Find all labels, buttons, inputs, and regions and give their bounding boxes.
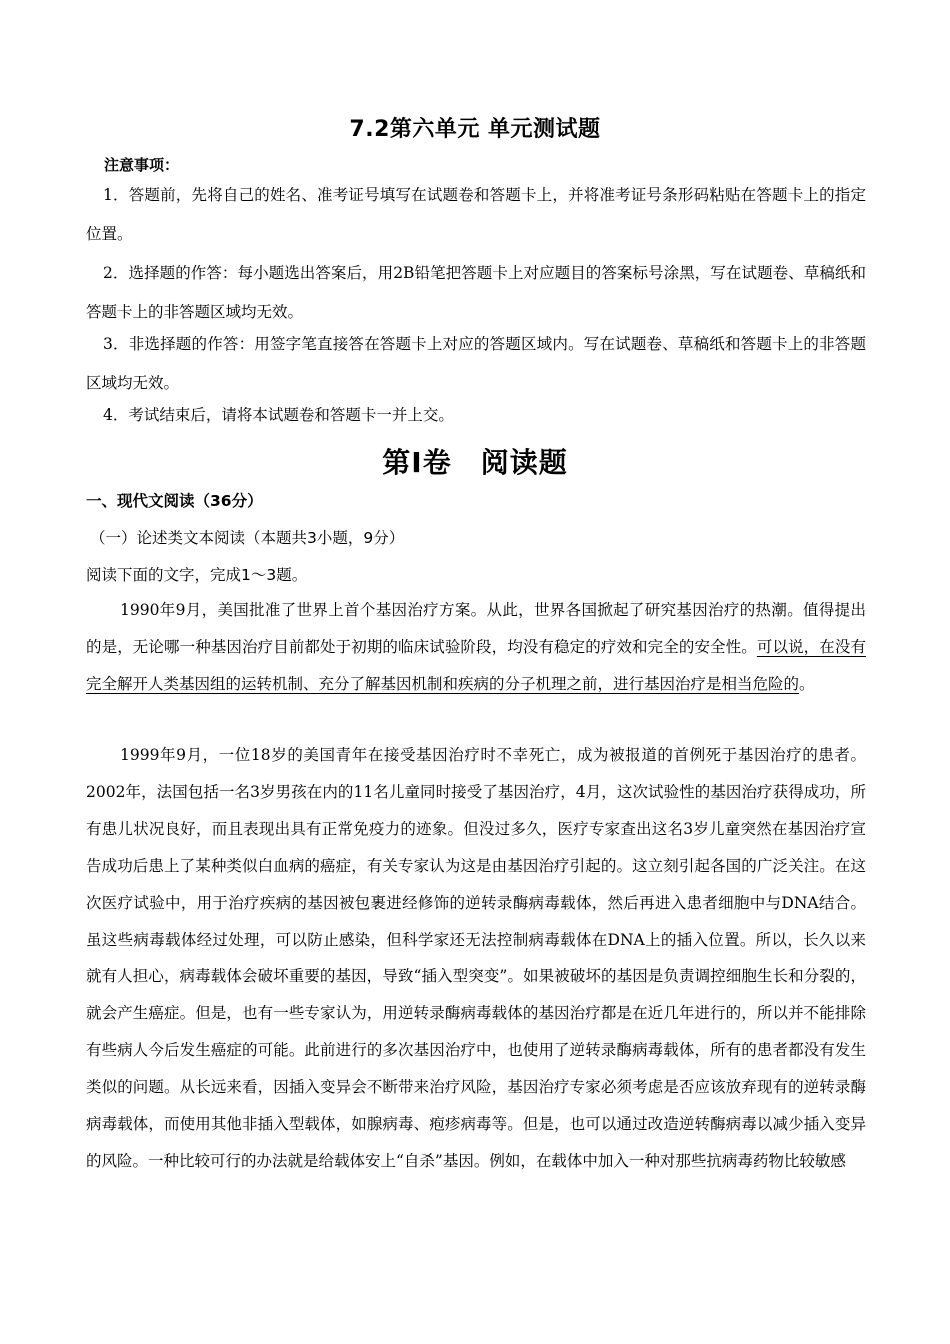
passage-text-end: 。	[799, 674, 815, 693]
part-heading: 一、现代文阅读（36分）	[86, 492, 263, 510]
reading-instruction: 阅读下面的文字，完成1～3题。	[86, 566, 308, 584]
sub-heading: （一）论述类文本阅读（本题共3小题，9分）	[90, 529, 405, 547]
passage-paragraph-2: 1999年9月，一位18岁的美国青年在接受基因治疗时不幸死亡，成为被报道的首例死于基因治疗的患者。2002年，法国包括一名3岁男孩在内的11名儿童同时接受了基因治疗，4月，这次试验性的基因治疗获得成功，所有患儿状况良好，而且表现出具有正常免疫力的迹象。但没过多久，医疗专家查出这名3岁儿童突然在基因治疗宣告成功后患上了某种类似白血病的癌症，有关专家认为这是由基因治疗引起的。这立刻引起各国的广泛关注。在这次医疗试验中，用于治疗疾病的基因被包裹进经修饰的逆转录酶病毒载体，然后再进入患者细胞中与DNA结合。虽这些病毒载体经过处理，可以防止感染，但科学家还无法控制病毒载体在DNA上的插入位置。所以，长久以来就有人担心，病毒载体会破坏重要的基因，导致“插入型突变”。如果被破坏的基因是负责调控细胞生长和分裂的，就会产生癌症。但是，也有一些专家认为，用逆转录酶病毒载体的基因治疗都是在近几年进行的，所以并不能排除有些病人今后发生癌症的可能。此前进行的多次基因治疗中，也使用了逆转录酶病毒载体，所有的患者都没有发生类似的问题。从长远来看，因插入变异会不断带来治疗风险，基因治疗专家必须考虑是否应该放弃现有的逆转录酶病毒载体，而使用其他非插入型载体，如腺病毒、疱疹病毒等。但是，也可以通过改造逆转酶病毒以减少插入变异的风险。一种比较可行的办法就是给载体安上“自杀”基因。例如，在载体中加入一种对那些抗病毒药物比较敏感	[86, 746, 866, 1170]
underlined-sentence: 可以说，在没有完全解开人类基因组的运转机制、充分了解基因机制和疾病的分子机理之前，进行基因治疗是相当危险的	[86, 637, 866, 693]
notice-item-3: 3．非选择题的作答：用签字笔直接答在答题卡上对应的答题区域内。写在试题卷、草稿纸和答题卡上的非答题区域均无效。	[86, 335, 866, 392]
notice-item-4: 4．考试结束后，请将本试题卷和答题卡一并上交。	[103, 406, 454, 424]
passage-paragraph-1	[86, 592, 866, 703]
section-title: 第Ⅰ卷 阅读题	[382, 446, 568, 479]
notice-item-1: 1．答题前，先将自己的姓名、准考证号填写在试题卷和答题卡上，并将准考证号条形码粘贴在答题卡上的指定位置。	[86, 186, 866, 243]
notice-item-2: 2．选择题的作答：每小题选出答案后，用2B铅笔把答题卡上对应题目的答案标号涂黑，写在试题卷、草稿纸和答题卡上的非答题区域均无效。	[86, 264, 866, 321]
notice-heading: 注意事项：	[104, 156, 180, 174]
page-title: 7.2第六单元 单元测试题	[349, 117, 601, 142]
passage-text: 1990年9月，美国批准了世界上首个基因治疗方案。从此，世界各国掀起了研究基因治疗的热潮。值得提出的是，无论哪一种基因治疗目前都处于初期的临床试验阶段，均没有稳定的疗效和完全的安全性。	[86, 601, 866, 656]
